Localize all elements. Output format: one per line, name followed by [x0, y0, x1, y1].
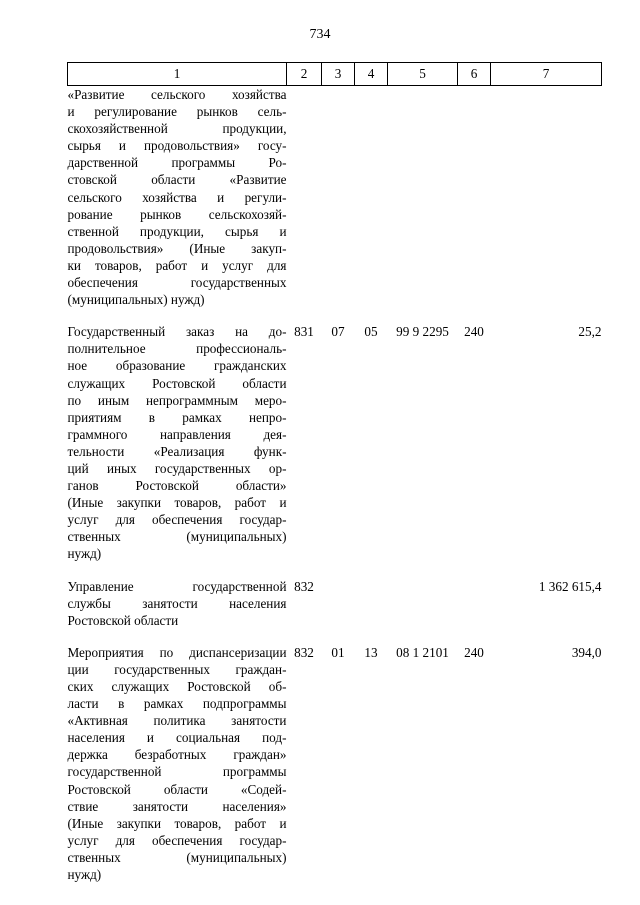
- row-name-line: ласти в рамках подпрограммы: [67, 696, 287, 712]
- column-header-3: 3: [322, 63, 355, 86]
- table-header: [68, 63, 602, 86]
- row-spacer: [68, 563, 602, 578]
- row-spacer-cell: [68, 629, 602, 644]
- row-name-line: ции государственных граждан-: [67, 661, 287, 677]
- row-name-line: рование рынков сельскохозяй-: [67, 206, 287, 222]
- row-name-line: нужд): [67, 867, 102, 883]
- table-row: [68, 644, 602, 883]
- expense-type-cell: 240: [464, 324, 484, 340]
- row-name-line: ций иных государственных ор-: [67, 460, 287, 476]
- ministry-code-cell: 832: [294, 578, 314, 594]
- row-name-line: службы занятости населения: [67, 595, 287, 611]
- row-name-line: ских служащих Ростовской об-: [67, 679, 287, 694]
- row-name-line: Ростовской области: [67, 612, 179, 628]
- column-header-7: 7: [491, 63, 602, 86]
- ministry-code-cell: 832: [294, 644, 314, 660]
- row-name-line: государственной программы: [67, 764, 287, 780]
- row-name-line: сельского хозяйства и регули-: [67, 189, 287, 205]
- ministry-code-cell: 831: [294, 324, 314, 340]
- row-spacer-cell: [68, 563, 602, 578]
- row-name-line: ганов Ростовской области»: [67, 478, 287, 494]
- row-name-line: тельности «Реализация функ-: [67, 443, 287, 459]
- subsection-code-cell: [355, 578, 388, 629]
- row-name-line: Ростовской области «Содей-: [67, 781, 287, 797]
- row-name-line: полнительное профессиональ-: [67, 341, 287, 357]
- amount-cell: 394,0: [571, 644, 602, 660]
- row-name-cell: [68, 86, 287, 309]
- row-name-line: граммного направления дея-: [67, 426, 287, 442]
- row-name-line: скохозяйственной продукции,: [67, 121, 287, 137]
- ministry-code-cell: [287, 86, 322, 309]
- expense-type-cell: [458, 86, 491, 309]
- row-name-line: приятиям в рамках непро-: [67, 409, 287, 425]
- column-header-1: 1: [68, 63, 287, 86]
- row-name-line: ки товаров, работ и услуг для: [67, 257, 287, 273]
- row-name-line: и регулирование рынков сель-: [67, 104, 287, 120]
- row-name-line: сырья и продовольствия» госу-: [67, 138, 287, 154]
- row-name-line: нужд): [67, 546, 102, 562]
- row-name-cell: [68, 323, 287, 562]
- target-article-cell: 08 1 2101: [396, 644, 449, 660]
- row-name-line: ное образование гражданских: [67, 358, 287, 374]
- column-header-4: 4: [355, 63, 388, 86]
- row-name-line: продовольствия» (Иные закуп-: [67, 240, 287, 256]
- expense-type-cell: 240: [464, 644, 484, 660]
- amount-cell: [491, 86, 602, 309]
- expense-type-cell: [458, 578, 491, 629]
- row-name-line: Государственный заказ на до-: [67, 324, 287, 340]
- row-name-line: служащих Ростовской области: [67, 375, 287, 391]
- column-header-2: 2: [287, 63, 322, 86]
- row-name-line: Мероприятия по диспансеризации: [67, 644, 287, 660]
- page-number: 734: [309, 27, 331, 42]
- row-name-line: ственных (муниципальных): [67, 849, 287, 865]
- section-code-cell: [322, 86, 355, 309]
- table-row: [68, 86, 602, 309]
- row-name-line: дарственной программы Ро-: [67, 155, 287, 171]
- row-spacer-cell: [68, 308, 602, 323]
- row-name-line: населения и социальная под-: [67, 730, 287, 746]
- column-header-5: 5: [388, 63, 458, 86]
- section-code-cell: 01: [331, 644, 345, 660]
- amount-cell: 1 362 615,4: [538, 578, 602, 594]
- row-name-line: держка безработных граждан»: [67, 747, 287, 763]
- row-name-line: ственных (муниципальных): [67, 529, 287, 545]
- row-name-line: (Иные закупки товаров, работ и: [67, 495, 287, 511]
- column-header-6: 6: [458, 63, 491, 86]
- section-code-cell: [322, 578, 355, 629]
- row-spacer: [68, 629, 602, 644]
- row-name-line: «Развитие сельского хозяйства: [67, 87, 287, 102]
- row-name-cell: [68, 644, 287, 883]
- row-name-cell: [68, 578, 287, 629]
- amount-cell: 25,2: [578, 324, 602, 340]
- target-article-cell: 99 9 2295: [396, 324, 449, 340]
- row-name-line: ственной продукции, сырья и: [67, 223, 287, 239]
- table-row: [68, 578, 602, 629]
- row-spacer: [68, 308, 602, 323]
- budget-table: [67, 62, 602, 883]
- section-code-cell: 07: [331, 324, 345, 340]
- row-name-line: стовской области «Развитие: [67, 172, 287, 188]
- row-name-line: (Иные закупки товаров, работ и: [67, 815, 287, 831]
- subsection-code-cell: 13: [364, 644, 378, 660]
- target-article-cell: [388, 86, 458, 309]
- target-article-cell: [388, 578, 458, 629]
- row-name-line: услуг для обеспечения государ-: [67, 512, 287, 528]
- table-body: [68, 86, 602, 884]
- row-name-line: «Активная политика занятости: [67, 713, 287, 729]
- row-name-line: (муниципальных) нужд): [67, 292, 205, 308]
- row-name-line: по иным непрограммным меро-: [67, 392, 287, 408]
- subsection-code-cell: 05: [364, 324, 378, 340]
- row-name-line: Управление государственной: [67, 578, 287, 594]
- row-name-line: обеспечения государственных: [67, 275, 287, 291]
- subsection-code-cell: [355, 86, 388, 309]
- row-name-line: ствие занятости населения»: [67, 798, 287, 814]
- row-name-line: услуг для обеспечения государ-: [67, 832, 287, 848]
- table-row: [68, 323, 602, 562]
